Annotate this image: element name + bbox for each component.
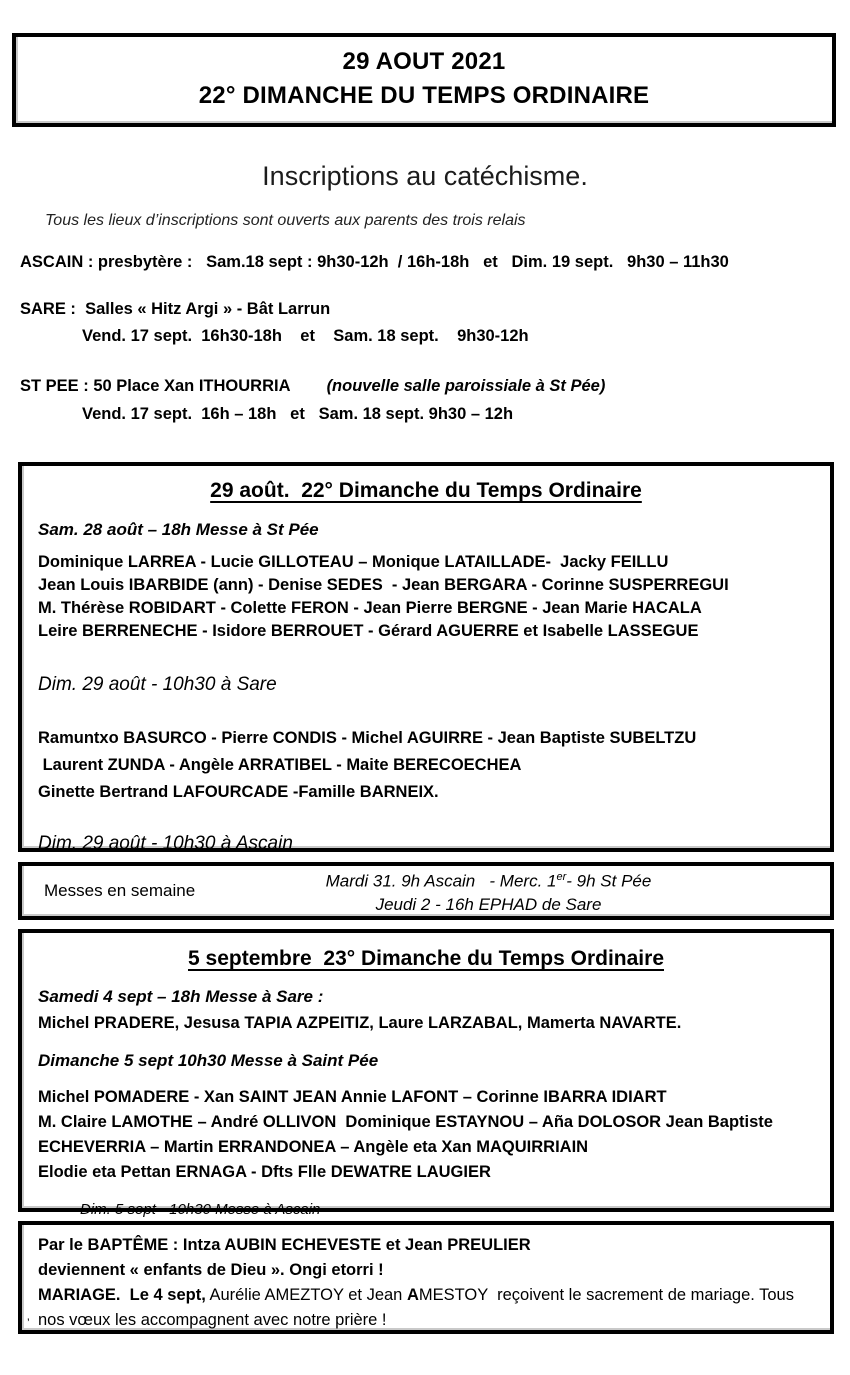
name-line: Elodie eta Pettan ERNAGA - Dfts Flle DEWATRE LAUGIER: [38, 1163, 491, 1181]
bulletin-page: [0, 33, 850, 1334]
name-line: ECHEVERRIA – Martin ERRANDONEA – Angèle eta Xan MAQUIRRIAIN: [38, 1138, 589, 1156]
name-line: M. Claire LAMOTHE – André OLLIVON Dominique ESTAYNOU – Aña DOLOSOR Jean Baptiste: [38, 1113, 773, 1131]
weekday-masses-schedule: [283, 866, 814, 916]
mass1-sunday-sare-header: Dim. 29 août - 10h30 à Sare: [38, 674, 277, 695]
sare-location: SARE : Salles « Hitz Argi » - Bât Larrun: [20, 300, 331, 318]
mass1-sare-names: [38, 725, 814, 806]
weekday-line1-text: Mardi 31. 9h Ascain - Merc. 1: [325, 871, 557, 891]
stpee-location: [20, 377, 850, 396]
name-line: Leire BERRENECHE - Isidore BERROUET - Gérard AGUERRE et Isabelle LASSEGUE: [38, 622, 699, 640]
header-date: 29 AOUT 2021: [342, 48, 506, 75]
catechisme-section: [0, 161, 850, 424]
announcements-box: [18, 1221, 834, 1334]
mass-box-5-septembre: [18, 929, 834, 1218]
stpee-note: (nouvelle salle paroissiale à St Pée): [326, 377, 606, 395]
name-line: Dominique LARREA - Lucie GILLOTEAU – Monique LATAILLADE- Jacky FEILLU: [38, 553, 669, 571]
header-box: [12, 33, 836, 127]
sare-schedule: Vend. 17 sept. 16h30-18h et Sam. 18 sept. 9h30-12h: [82, 327, 529, 345]
mass2-saturday-header: Samedi 4 sept – 18h Messe à Sare :: [38, 987, 324, 1006]
name-line: Laurent ZUNDA - Angèle ARRATIBEL - Maite BERECOECHEA: [38, 756, 522, 774]
mass-box-29-aout: [18, 462, 834, 852]
name-line: M. Thérèse ROBIDART - Colette FERON - Jean Pierre BERGNE - Jean Marie HACALA: [38, 599, 702, 617]
name-line: Ramuntxo BASURCO - Pierre CONDIS - Michel AGUIRRE - Jean Baptiste SUBELTZU: [38, 729, 697, 747]
baptism-line-2: deviennent « enfants de Dieu ». Ongi etorri !: [38, 1261, 384, 1279]
stpee-address: ST PEE : 50 Place Xan ITHOURRIA: [20, 377, 327, 395]
weekday-line1-text2: - 9h St Pée: [566, 871, 652, 891]
marriage-intro: MARIAGE. Le 4 sept,: [38, 1286, 206, 1304]
mass2-saturday-names: Michel PRADERE, Jesusa TAPIA AZPEITIZ, Laure LARZABAL, Mamerta NAVARTE.: [38, 1014, 682, 1032]
marriage-text-a: Aurélie AMEZTOY et Jean: [205, 1286, 407, 1304]
marriage-bold-letter: A: [406, 1286, 419, 1304]
ascain-schedule: ASCAIN : presbytère : Sam.18 sept : 9h30-12h / 16h-18h et Dim. 19 sept. 9h30 – 11h30: [20, 253, 729, 271]
name-line: Jean Louis IBARBIDE (ann) - Denise SEDES - Jean BERGARA - Corinne SUSPERREGUI: [38, 576, 729, 594]
marriage-line: [38, 1283, 814, 1333]
header-title: 22° DIMANCHE DU TEMPS ORDINAIRE: [198, 82, 650, 109]
weekday-line-2: Jeudi 2 - 16h EPHAD de Sare: [375, 894, 602, 914]
catechisme-subtitle: Tous les lieux d’inscriptions sont ouverts aux parents des trois relais: [45, 212, 526, 229]
mass2-sunday-header: Dimanche 5 sept 10h30 Messe à Saint Pée: [38, 1051, 379, 1070]
catechisme-title: Inscriptions au catéchisme.: [262, 161, 588, 191]
mass2-stpee-names: [38, 1085, 814, 1185]
name-line: Ginette Bertrand LAFOURCADE -Famille BARNEIX.: [38, 783, 439, 801]
mass1-vigil-header: Sam. 28 août – 18h Messe à St Pée: [38, 520, 319, 539]
mass1-vigil-names: [38, 551, 814, 643]
marriage-text-b: MESTOY reçoivent le sacrement de mariage. Tous nos vœux les accompagnent avec notre prière !: [38, 1286, 799, 1329]
weekday-masses-box: [18, 862, 834, 920]
mass1-sunday-ascain-header: Dim. 29 août - 10h30 à Ascain: [38, 833, 293, 854]
stray-apostrophe-mark: ’: [27, 1316, 30, 1330]
mass2-sunday-ascain-line: Dim. 5 sept - 10h30 Messe à Ascain: [80, 1201, 321, 1218]
baptism-line-1: Par le BAPTÊME : Intza AUBIN ECHEVESTE et Jean PREULIER: [38, 1236, 531, 1254]
weekday-line-1: [283, 866, 694, 893]
weekday-masses-label: Messes en semaine: [44, 881, 196, 900]
mass1-title: 29 août. 22° Dimanche du Temps Ordinaire: [210, 479, 642, 502]
ordinal-superscript: er: [556, 871, 567, 884]
mass2-title: 5 septembre 23° Dimanche du Temps Ordinaire: [188, 947, 664, 970]
name-line: Michel POMADERE - Xan SAINT JEAN Annie LAFONT – Corinne IBARRA IDIART: [38, 1088, 667, 1106]
stpee-schedule: Vend. 17 sept. 16h – 18h et Sam. 18 sept. 9h30 – 12h: [82, 405, 514, 423]
